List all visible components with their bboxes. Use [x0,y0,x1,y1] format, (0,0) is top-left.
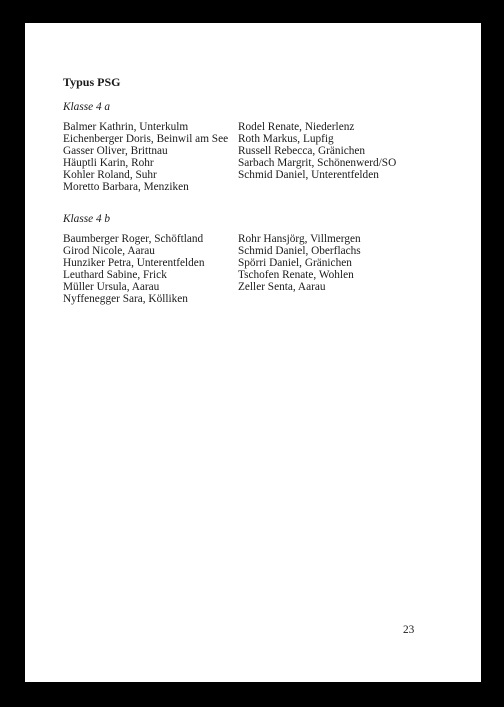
list-item: Schmid Daniel, Oberflachs [238,245,361,257]
section-title: Klasse 4 b [63,213,111,225]
left-column [63,121,228,193]
right-column [238,121,396,181]
list-item: Kohler Roland, Suhr [63,169,157,181]
list-item: Gasser Oliver, Brittnau [63,145,168,157]
list-item: Moretto Barbara, Menziken [63,181,189,193]
right-column [238,233,361,293]
document-page [25,23,481,682]
section-klasse-4b [63,213,463,305]
list-item: Rohr Hansjörg, Villmergen [238,233,361,245]
list-item: Schmid Daniel, Unterentfelden [238,169,379,181]
list-item: Hunziker Petra, Unterentfelden [63,257,205,269]
list-item: Eichenberger Doris, Beinwil am See [63,133,229,145]
section-title: Klasse 4 a [63,101,111,113]
list-item: Zeller Senta, Aarau [238,281,326,293]
list-item: Baumberger Roger, Schöftland [63,233,204,245]
list-item: Spörri Daniel, Gränichen [238,257,352,269]
list-item: Leuthard Sabine, Frick [63,269,167,281]
list-item: Roth Markus, Lupfig [238,133,334,145]
page-number: 23 [403,624,415,636]
list-item: Balmer Kathrin, Unterkulm [63,121,189,133]
list-item: Rodel Renate, Niederlenz [238,121,355,133]
list-item: Müller Ursula, Aarau [63,281,160,293]
list-item: Sarbach Margrit, Schönenwerd/SO [238,157,397,169]
list-item: Tschofen Renate, Wohlen [238,269,354,281]
section-klasse-4a [63,101,463,193]
list-item: Nyffenegger Sara, Kölliken [63,293,188,305]
list-item: Russell Rebecca, Gränichen [238,145,366,157]
page-heading: Typus PSG [63,75,121,89]
left-column [63,233,204,305]
list-item: Häuptli Karin, Rohr [63,157,154,169]
list-item: Girod Nicole, Aarau [63,245,155,257]
